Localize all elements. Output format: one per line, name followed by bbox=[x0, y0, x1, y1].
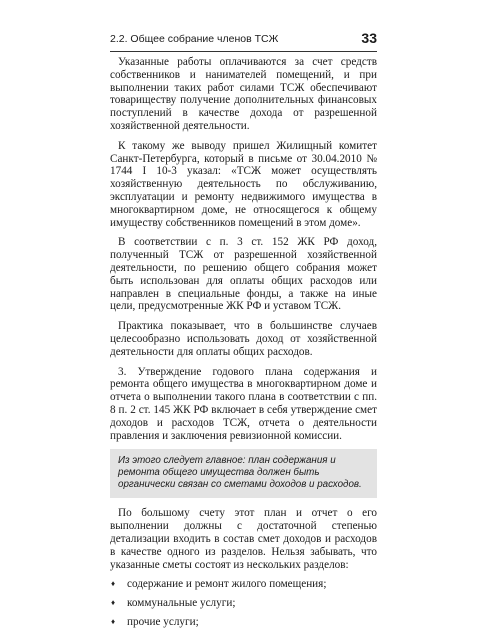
list-item bbox=[110, 578, 377, 591]
diamond-bullet-icon: ♦ bbox=[111, 579, 116, 589]
list-item-text: содержание и ремонт жилого помещения; bbox=[127, 578, 327, 591]
list-item bbox=[110, 597, 377, 610]
paragraph: К такому же выводу пришел Жилищный комитет Санкт-Петербурга, который в письме от 30.04.2010 № 1744 I 10-3 указал: «ТСЖ может осуществлять хозяйственную деятельность по обслуживанию, эксплуатации и ремонту недвижимого имущества в многоквартирном доме, не относящегося к общему имуществу собственников помещений в этом доме». bbox=[110, 139, 377, 229]
page-number: 33 bbox=[361, 30, 377, 46]
list-item-text: прочие услуги; bbox=[127, 615, 199, 628]
list-item bbox=[110, 616, 377, 629]
diamond-bullet-icon: ♦ bbox=[111, 616, 116, 626]
list-item-text: коммунальные услуги; bbox=[127, 597, 236, 610]
page-header bbox=[110, 29, 377, 52]
body-text bbox=[110, 56, 377, 635]
paragraph: 3. Утверждение годового плана содержания и ремонта общего имущества в многоквартирном доме и отчета о выполнении такого плана в соответствии с пп. 8 п. 2 ст. 145 ЖК РФ включает в себя утверждение смет доходов и расходов ТСЖ, отчета о деятельности правления и заключения ревизионной комиссии. bbox=[110, 365, 377, 442]
callout-box: Из этого следует главное: план содержания и ремонта общего имущества должен быть органически связан со сметами доходов и расходов. bbox=[110, 449, 377, 498]
paragraph: По большому счету этот план и отчет о его выполнении должны с достаточной степенью детализации входить в состав смет доходов и расходов в качестве одного из разделов. Нельзя забывать, что указанные сметы состоят из нескольких разделов: bbox=[110, 507, 377, 571]
running-head: 2.2. Общее собрание членов ТСЖ bbox=[110, 33, 279, 45]
diamond-bullet-icon: ♦ bbox=[111, 598, 116, 608]
paragraph: Практика показывает, что в большинстве случаев целесообразно использовать доход от хозяйственной деятельности для оплаты общих расходов. bbox=[110, 320, 377, 358]
paragraph: В соответствии с п. 3 ст. 152 ЖК РФ доход, полученный ТСЖ от разрешенной хозяйственной деятельности, по решению общего собрания может быть использован для оплаты общих расходов или направлен в специальные фонды, а также на иные цели, предусмотренные ЖК РФ и уставом ТСЖ. bbox=[110, 236, 377, 313]
bullet-list bbox=[110, 578, 377, 628]
paragraph: Указанные работы оплачиваются за счет средств собственников и нанимателей помещений, и при выполнении таких работ силами ТСЖ обеспечивают товариществу получение дополнительных финансовых поступлений в качестве дохода от разрешенной хозяйственной деятельности. bbox=[110, 56, 377, 132]
